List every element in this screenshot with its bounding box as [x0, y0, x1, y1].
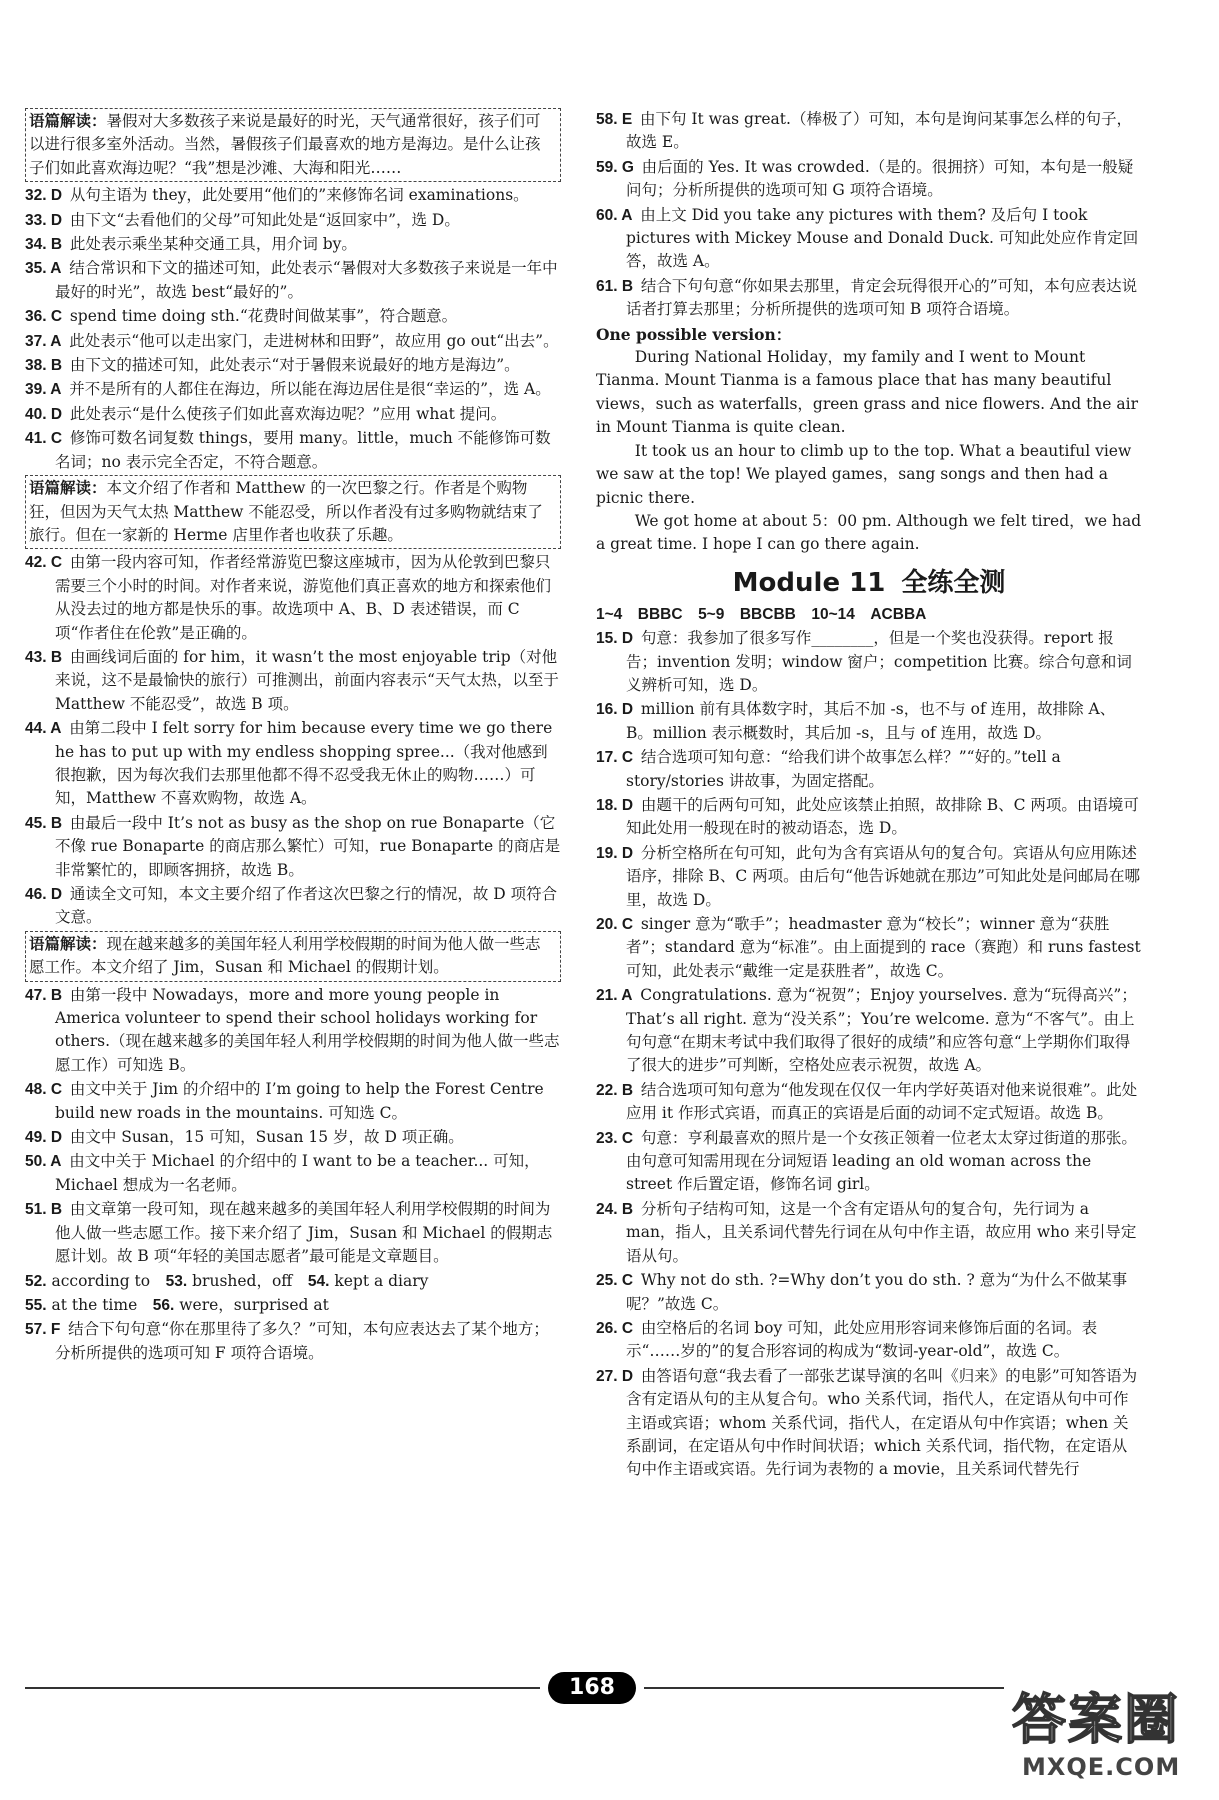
answer-explanation: 此处表示“他可以走出家门，走进树林和田野”，故应用 go out“出去”。 [69, 331, 559, 350]
essay-label: One possible version： [596, 324, 792, 344]
answer-item [25, 883, 561, 930]
essay-paragraph: It took us an hour to climb up to the top. What a beautiful view we saw at the top! We played games，sang songs and then had a picnic there. [596, 441, 1132, 507]
answer-number: 36. C [25, 308, 63, 326]
answer-number: 23. C [596, 1129, 634, 1147]
answer-number: 44. A [25, 720, 62, 738]
footer-rule-right [644, 1687, 1004, 1689]
answer-explanation: 结合下句句意“你如果去那里，肯定会玩得很开心的”可知，本句应表达说话者打算去那里；分析所提供的选项可知 B 项符合语境。 [626, 276, 1138, 319]
essay-paragraph: We got home at about 5：00 pm. Although we felt tired，we had a great time. I hope I can go there again. [596, 511, 1142, 554]
answer-explanation: 由最后一段中 It’s not as busy as the shop on rue Bonaparte（它不像 rue Bonaparte 的商店那么繁忙）可知，rue Bonaparte 的商店是非常繁忙的，即顾客拥挤，故选 B。 [55, 813, 561, 879]
answer-item [25, 305, 561, 328]
answer-number: 43. B [25, 648, 63, 666]
answer-value: kept a diary [334, 1271, 429, 1290]
answer-explanation: 由空格后的名词 boy 可知，此处应用形容词来修饰后面的名词。表示“……岁的”的复合形容词的构成为“数词-year-old”，故选 C。 [626, 1318, 1098, 1361]
answer-number: 42. C [25, 554, 63, 572]
answer-explanation: 结合选项可知句意：“给我们讲个故事怎么样？”“好的。”tell a story/stories 讲故事，为固定搭配。 [626, 748, 1061, 790]
answer-number: 48. C [25, 1081, 63, 1099]
answer-explanation: 句意：亨利最喜欢的照片是一个女孩正领着一位老太太穿过街道的那张。由句意可知需用现在分词短语 leading an old woman across the street 作后置定语，修饰名词 girl。 [626, 1128, 1137, 1194]
answer-item [25, 403, 561, 426]
answer-explanation: 由下句 It was great.（棒极了）可知，本句是询问某事怎么样的句子，故选 E。 [626, 110, 1132, 152]
answer-item [596, 1269, 1142, 1316]
answer-number: 33. D [25, 211, 63, 229]
answer-number: 55. [25, 1296, 47, 1314]
module-title-cn: 全练全测 [901, 567, 1006, 598]
answer-number: 24. B [596, 1200, 634, 1218]
answer-item [596, 984, 1142, 1078]
answer-number: 22. B [596, 1081, 634, 1099]
answer-item [596, 1317, 1142, 1364]
answer-number: 18. D [596, 796, 634, 814]
answer-number: 32. D [25, 187, 63, 205]
answer-explanation: spend time doing sth.“花费时间做某事”，符合题意。 [69, 307, 458, 326]
answer-explanation: 修饰可数名词复数 things，要用 many。little，much 不能修饰可数名词；no 表示完全否定，不符合题意。 [55, 429, 551, 471]
answer-item [596, 1127, 1142, 1197]
answer-item [25, 378, 561, 401]
answer-item [25, 551, 561, 645]
answer-explanation: 结合下句句意“你在那里待了多久？”可知，本句应表达去了某个地方；分析所提供的选项可知 F 项符合语境。 [55, 1320, 549, 1362]
answer-explanation: singer 意为“歌手”；headmaster 意为“校长”；winner 意为“获胜者”；standard 意为“标准”。由上面提到的 race（赛跑）和 runs fastest 可知，此处表示“戴维一定是获胜者”，故选 C。 [626, 915, 1141, 980]
answer-number: 61. B [596, 277, 634, 295]
answer-number: 58. E [596, 111, 633, 128]
answer-number: 53. [165, 1272, 188, 1290]
answer-explanation: 结合选项可知句意为“他发现在仅仅一年内学好英语对他来说很难”。此处应用 it 作形式宾语，而真正的宾语是后面的动词不定式短语。故选 B。 [626, 1080, 1138, 1123]
answer-item [25, 257, 561, 304]
passage-summary-box [25, 108, 561, 182]
answer-number: 39. A [25, 381, 62, 399]
answer-explanation: 分析空格所在句可知，此句为含有宾语从句的复合句。宾语从句应用陈述语序，排除 B、C 两项。由后句“他告诉她就在那边”可知此处是问邮局在哪里，故选 D。 [626, 843, 1140, 909]
right-column [596, 108, 1142, 1483]
passage-summary-text: 暑假对大多数孩子来说是最好的时光，天气通常很好，孩子们可以进行很多室外活动。当然，暑假孩子们最喜欢的地方是海边。是什么让孩子们如此喜欢海边呢？“我”想是沙滩、大海和阳光…… [29, 112, 541, 177]
answer-explanation: 通读全文可知，本文主要介绍了作者这次巴黎之行的情况，故 D 项符合文意。 [55, 885, 558, 927]
answer-number: 47. B [25, 986, 63, 1004]
answer-number: 45. B [25, 814, 63, 832]
footer-rule-left [25, 1687, 540, 1689]
answer-number: 38. B [25, 357, 63, 375]
answer-explanation: 句意：我参加了很多写作________，但是一个奖也没获得。report 报告；invention 发明；window 窗户；competition 比赛。综合句意和词义辨析可知，选 D。 [626, 629, 1132, 694]
answer-number: 51. B [25, 1201, 63, 1219]
answer-explanation: 结合常识和下文的描述可知，此处表示“暑假对大多数孩子来说是一年中最好的时光”，故选 best“最好的”。 [55, 259, 558, 301]
answer-explanation: Why not do sth. ?=Why don’t you do sth. ? 意为“为什么不做某事呢？”故选 C。 [626, 1271, 1128, 1313]
answer-value: at the time [51, 1295, 138, 1314]
answer-item [25, 184, 561, 207]
answer-explanation: 由第一段内容可知，作者经常游览巴黎这座城市，因为从伦敦到巴黎只需要三个小时的时间。对作者来说，游览他们真正喜欢的地方和探索他们从没去过的地方都是快乐的事。故选项中 A、B、D 表述错误，而 C 项“作者住在伦敦”是正确的。 [55, 553, 552, 642]
answer-item [25, 233, 561, 256]
answer-number: 27. D [596, 1367, 634, 1385]
answer-item [25, 1150, 561, 1197]
module-title-en: Module 11 [732, 567, 886, 598]
answer-explanation: 此处表示“是什么使孩子们如此喜欢海边呢？”应用 what 提问。 [69, 404, 507, 423]
answer-number: 19. D [596, 844, 634, 862]
answer-number: 37. A [25, 332, 62, 350]
answer-item [25, 427, 561, 474]
answer-explanation: 并不是所有的人都住在海边，所以能在海边居住是很“幸运的”，选 A。 [69, 380, 551, 399]
answer-item [596, 275, 1142, 322]
answer-item [25, 1198, 561, 1268]
answer-item [596, 746, 1142, 793]
answer-number: 25. C [596, 1272, 634, 1290]
answer-explanation: 由下文“去看他们的父母”可知此处是“返回家中”，选 D。 [69, 210, 460, 229]
answer-explanation: 由下文的描述可知，此处表示“对于暑假来说最好的地方是海边”。 [69, 356, 520, 375]
answer-explanation: 由文中关于 Michael 的介绍中的 I want to be a teacher... 可知，Michael 想成为一名老师。 [55, 1152, 540, 1194]
answer-line [25, 1270, 561, 1293]
answer-number: 40. D [25, 405, 63, 423]
answer-number: 41. C [25, 430, 63, 448]
answer-item [25, 354, 561, 377]
answer-item [25, 717, 561, 811]
answer-number: 20. C [596, 916, 634, 933]
answer-explanation: 由文中 Susan，15 可知，Susan 15 岁，故 D 项正确。 [69, 1128, 464, 1147]
passage-summary-box [25, 475, 561, 549]
answer-number: 59. G [596, 158, 634, 176]
answer-number: 52. [25, 1272, 47, 1290]
module-title [596, 565, 1142, 601]
passage-summary-label: 语篇解读： [29, 934, 107, 953]
answer-number: 15. D [596, 630, 634, 648]
left-column [25, 108, 561, 1366]
answer-number: 46. D [25, 886, 63, 903]
answer-number: 49. D [25, 1129, 63, 1147]
answer-number: 26. C [596, 1319, 634, 1337]
answer-item [596, 1079, 1142, 1126]
choice-answers: 1~4 BBBC 5~9 BBCBB 10~14 ACBBA [596, 605, 927, 623]
watermark-logo: 答案圈 [1012, 1688, 1180, 1751]
answer-number: 21. A [596, 987, 633, 1005]
answer-explanation: 由题干的后两句可知，此处应该禁止拍照，故排除 B、C 两项。由语境可知此处用一般现在时的被动语态，选 D。 [626, 795, 1139, 838]
answer-number: 50. A [25, 1153, 62, 1171]
answer-item [596, 627, 1142, 697]
passage-summary-label: 语篇解读： [29, 479, 107, 498]
answer-item [25, 1078, 561, 1125]
answer-value: were，surprised at [179, 1295, 329, 1314]
answer-number: 34. B [25, 236, 63, 254]
answer-item [596, 794, 1142, 841]
answer-explanation: 由文中关于 Jim 的介绍中的 I’m going to help the Forest Centre build new roads in the mountains. 可知选 C。 [55, 1080, 544, 1122]
answer-item [596, 1198, 1142, 1268]
answer-explanation: 由答语句意“我去看了一部张艺谋导演的名叫《归来》的电影”可知答语为含有定语从句的主从复合句。who 关系代词，指代人，在定语从句中可作主语或宾语；whom 关系代词，指代人，在定语从句中作宾语；when 关系副词，在定语从句中作时间状语；which 关系代词，指代物，在定语从句中作主语或宾语。先行词为表物的 a movie，且关系词代替先行 [626, 1366, 1138, 1479]
page-number: 168 [548, 1672, 636, 1704]
passage-summary-box [25, 931, 561, 982]
answer-item [596, 913, 1142, 983]
answer-explanation: 由文章第一段可知，现在越来越多的美国年轻人利用学校假期的时间为他人做一些志愿工作。接下来介绍了 Jim，Susan 和 Michael 的假期志愿计划。故 B 项“年轻的美国志愿者”最可能是文章题目。 [55, 1200, 553, 1266]
answer-number: 57. F [25, 1321, 61, 1339]
answer-explanation: 由第二段中 I felt sorry for him because every time we go there he has to put up with my endless shopping spree...（我对他感到很抱歉，因为每次我们去那里他都不得不忍受我无休止的购物……）可知，Matthew 不喜欢购物，故选 A。 [55, 719, 553, 808]
answer-item [25, 646, 561, 716]
answer-explanation: million 前有具体数字时，其后不加 -s，也不与 of 连用，故排除 A、B。million 表示概数时，其后加 -s，且与 of 连用，故选 D。 [626, 700, 1116, 742]
answer-number: 35. A [25, 260, 62, 278]
answer-number: 54. [307, 1272, 330, 1290]
answer-explanation: 从句主语为 they，此处要用“他们的”来修饰名词 examinations。 [69, 186, 529, 205]
essay-paragraph: During National Holiday，my family and I went to Mount Tianma. Mount Tianma is a famous place that has many beautiful views，such as waterfalls，green grass and nice flowers. And the air in Mount Tianma is quite clean. [596, 348, 1138, 437]
answer-explanation: Congratulations. 意为“祝贺”；Enjoy yourselves. 意为“玩得高兴”；That’s all right. 意为“没关系”；You’re welcome. 意为“不客气”。由上句句意“在期末考试中我们取得了很好的成绩”和应答句意“上学期你们取得了很大的进步”可判断，空格处应表示祝贺，故选 A。 [626, 986, 1137, 1075]
answer-number: 60. A [596, 206, 633, 224]
answer-item [596, 698, 1142, 745]
answer-explanation: 由上文 Did you take any pictures with them? 及后句 I took pictures with Mickey Mouse and Donald Duck. 可知此处应作肯定回答，故选 A。 [626, 205, 1139, 271]
answer-item [596, 204, 1142, 274]
answer-item [596, 156, 1142, 203]
answer-line [25, 1294, 561, 1317]
answer-item [25, 209, 561, 232]
answer-explanation: 由第一段中 Nowadays，more and more young people in America volunteer to spend their school holidays working for others.（现在越来越多的美国年轻人利用学校假期的时间为他人做一些志愿工作）可知选 B。 [55, 985, 560, 1074]
answer-explanation: 分析句子结构可知，这是一个含有定语从句的复合句，先行词为 a man，指人，且关系词代替先行词在从句中作主语，故应用 who 来引导定语从句。 [626, 1199, 1137, 1265]
answer-item [596, 842, 1142, 912]
watermark-url: MXQE.COM [1022, 1753, 1181, 1781]
answer-item [596, 1365, 1142, 1482]
answer-item [25, 1318, 561, 1365]
answer-number: 17. C [596, 749, 634, 767]
answer-item [25, 984, 561, 1078]
answer-item [25, 1126, 561, 1149]
answer-item [596, 108, 1142, 155]
answer-explanation: 由画线词后面的 for him，it wasn’t the most enjoyable trip（对他来说，这不是最愉快的旅行）可推测出，前面内容表示“天气太热，以至于 Matthew 不能忍受”，故选 B 项。 [55, 647, 559, 713]
answer-explanation: 由后面的 Yes. It was crowded.（是的。很拥挤）可知，本句是一般疑问句；分析所提供的选项可知 G 项符合语境。 [626, 157, 1134, 200]
passage-summary-text: 本文介绍了作者和 Matthew 的一次巴黎之行。作者是个购物狂，但因为天气太热 Matthew 不能忍受，所以作者没有过多购物就结束了旅行。但在一家新的 Herme 店里作者也收获了乐趣。 [29, 479, 543, 544]
passage-summary-label: 语篇解读： [29, 112, 107, 130]
answer-item [25, 330, 561, 353]
answer-explanation: 此处表示乘坐某种交通工具，用介词 by。 [69, 235, 357, 254]
answer-value: brushed，off [192, 1271, 293, 1290]
passage-summary-text: 现在越来越多的美国年轻人利用学校假期的时间为他人做一些志愿工作。本文介绍了 Jim，Susan 和 Michael 的假期计划。 [29, 934, 541, 977]
answer-item [25, 812, 561, 882]
answer-number: 16. D [596, 701, 634, 719]
answer-value: according to [51, 1271, 151, 1290]
answer-number: 56. [152, 1296, 175, 1314]
watermark [1012, 1688, 1212, 1796]
